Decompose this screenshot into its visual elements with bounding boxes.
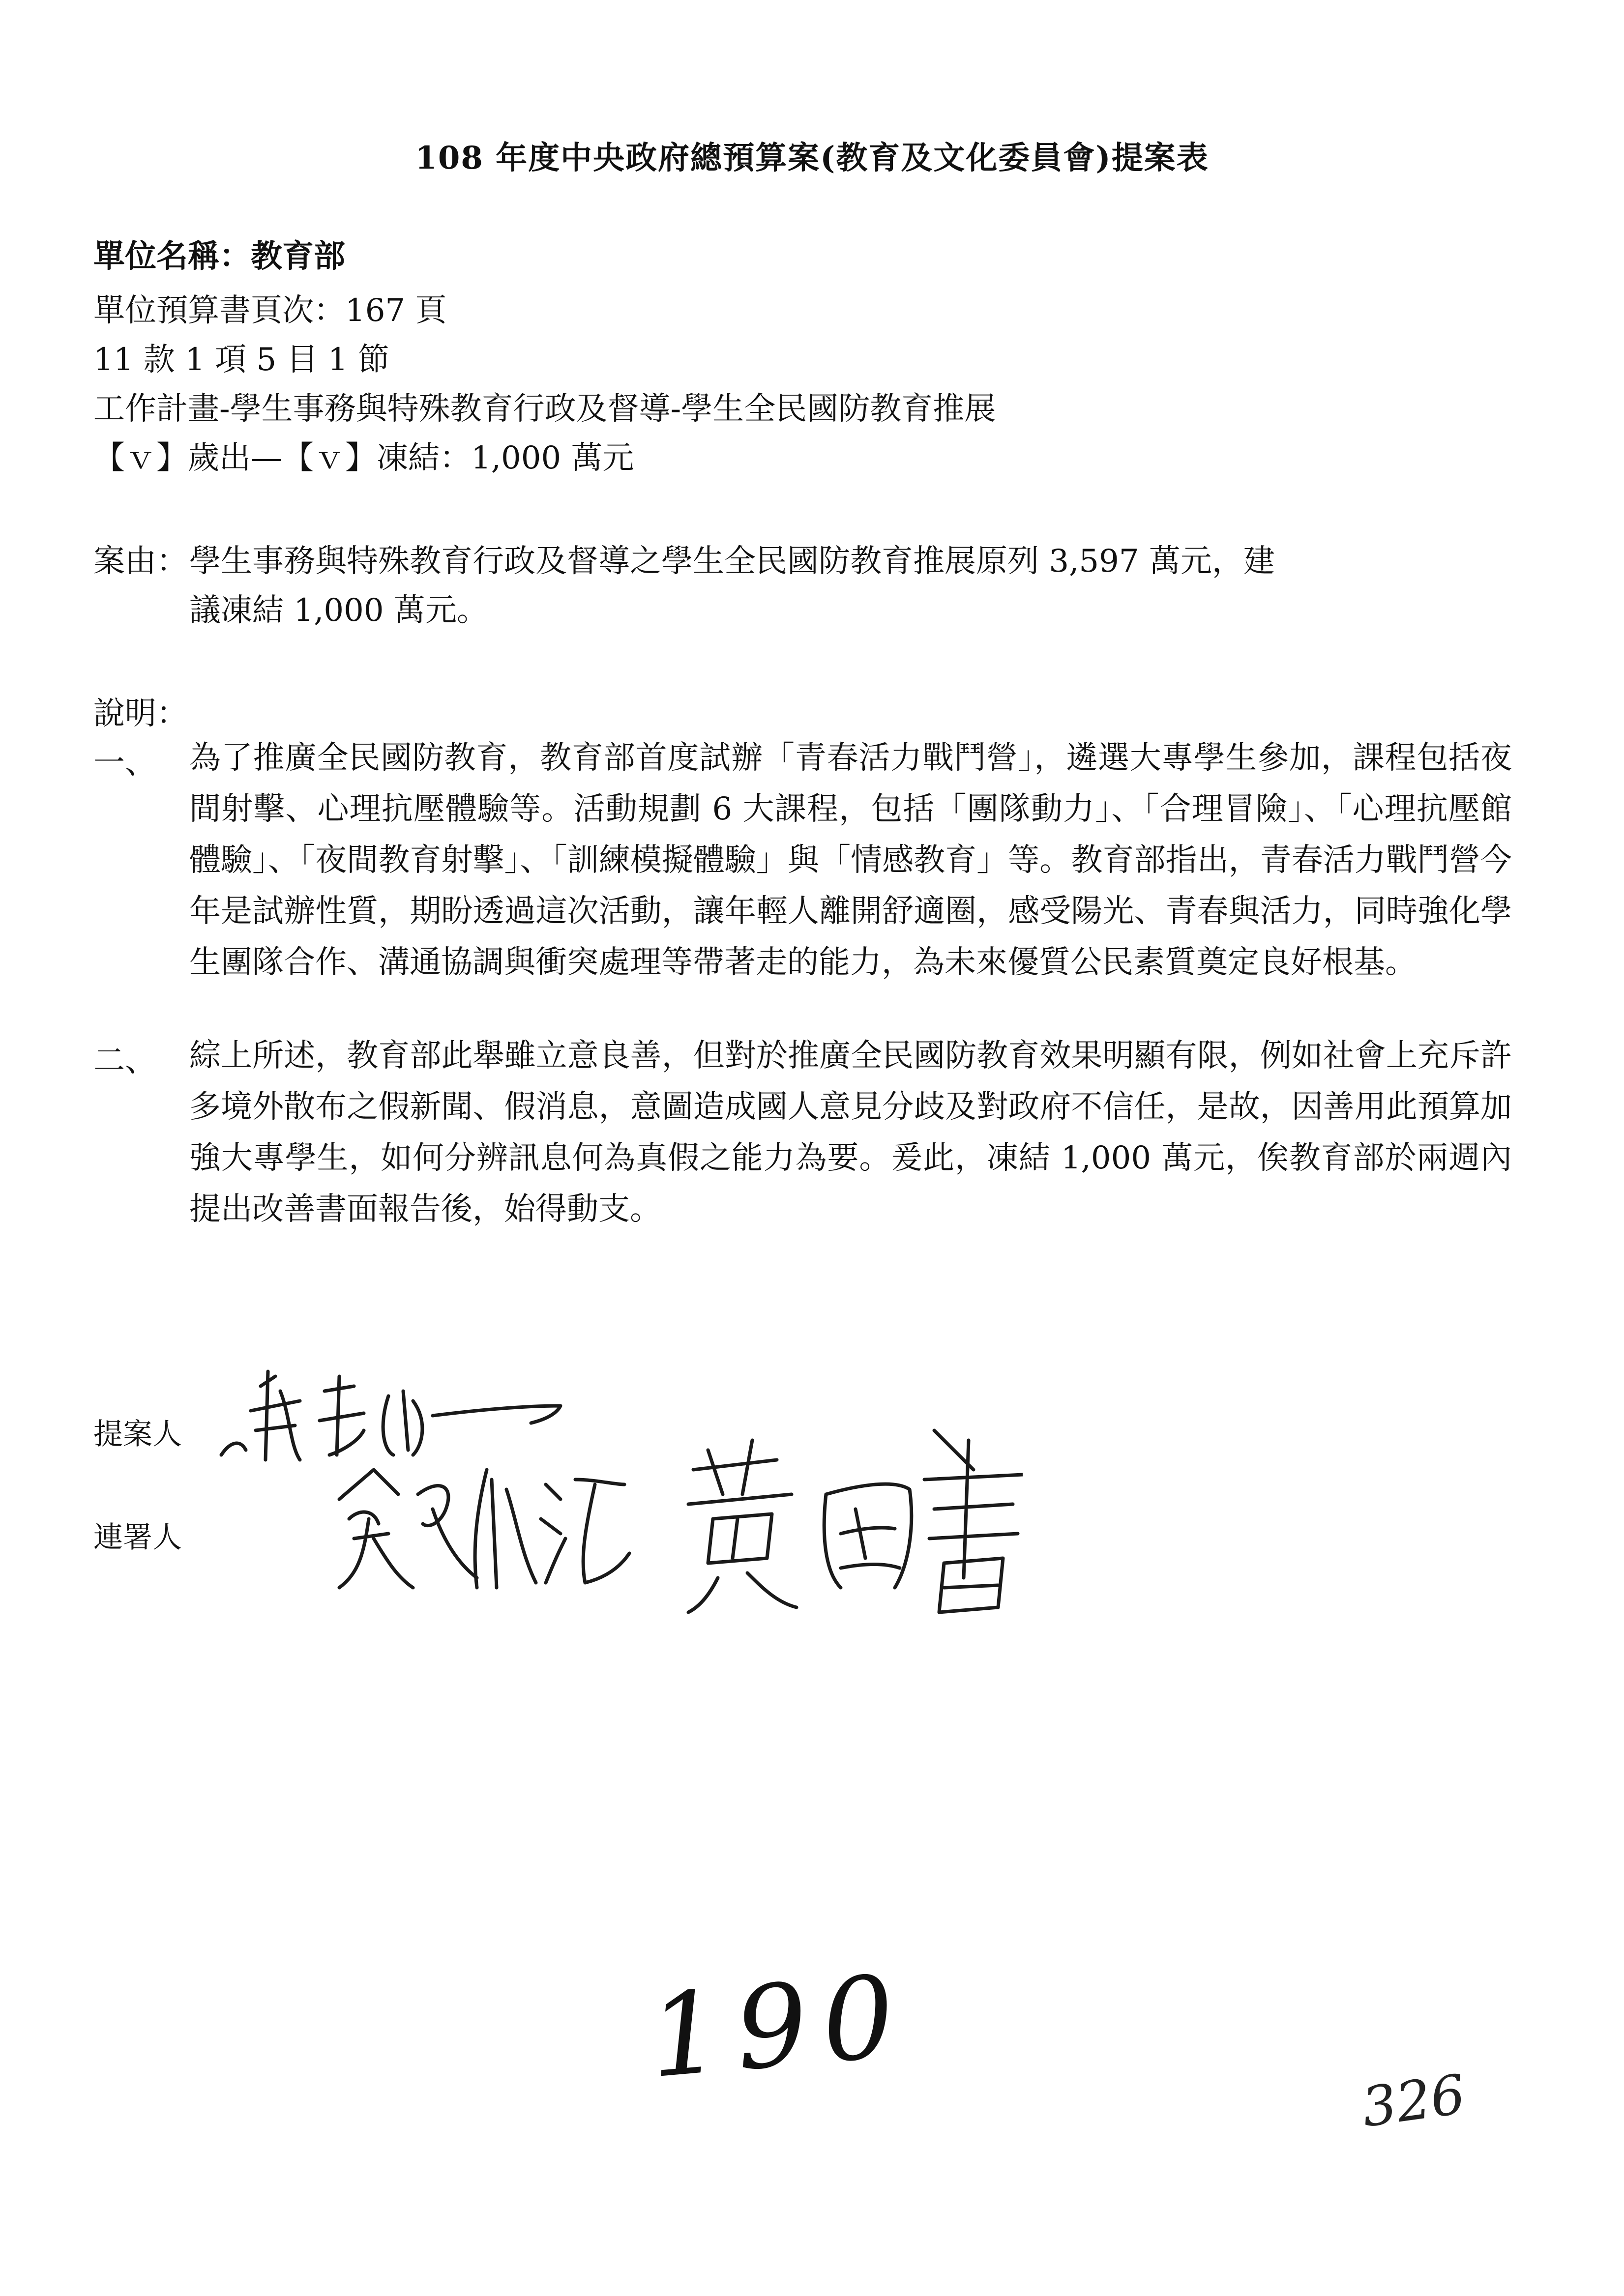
page-number: 190 xyxy=(644,1950,915,2104)
case-label: 案由： xyxy=(93,543,188,580)
budget-page: 單位預算書頁次：167 頁 xyxy=(93,292,447,329)
item-2-number: 二、 xyxy=(93,1043,156,1079)
item-1-text: 為了推廣全民國防教育，教育部首度試辦「青春活力戰鬥營」，遴選大專學生參加，課程包括夜間射擊、心理抗壓體驗等。活動規劃 6 大課程，包括「團隊動力」、「合理冒險」、「心理抗壓館體驗」、「夜間教育射擊」、「訓練模擬體驗」與「情感教育」等。教育部指出，青春活力戰鬥營今年是試辦性質，期盼透過這次活動，讓年輕人離開舒適圈，感受陽光、青春與活力，同時強化學生團隊合作、溝通協調與衝突處理等帶著走的能力，為未來優質公民素質奠定良好根基。 xyxy=(189,740,1512,981)
cosigner-signature-1 xyxy=(329,1440,634,1602)
cosigner-label: 連署人 xyxy=(93,1520,182,1555)
explanation-label: 說明： xyxy=(93,696,188,732)
case-line-2: 議凍結 1,000 萬元。 xyxy=(189,592,488,629)
item-2-text: 綜上所述，教育部此舉雖立意良善，但對於推廣全民國防教育效果明顯有限，例如社會上充斥許多境外散布之假新聞、假消息，意圖造成國人意見分歧及對政府不信任，是故，因善用此預算加強大專學生，如何分辨訊息何為真假之能力為要。爰此，凍結 1,000 萬元，俟教育部於兩週內提出改善書面報告後，始得動支。 xyxy=(189,1038,1512,1227)
case-line-1: 學生事務與特殊教育行政及督導之學生全民國防教育推展原列 3,597 萬元，建 xyxy=(189,543,1275,580)
freeze-line: 【ｖ】歲出—【ｖ】凍結：1,000 萬元 xyxy=(93,440,634,476)
corner-number: 326 xyxy=(1358,2063,1469,2139)
document-title: 108 年度中央政府總預算案(教育及文化委員會)提案表 xyxy=(415,140,1209,176)
unit-name: 單位名稱：教育部 xyxy=(93,238,345,275)
section-code: 11 款 1 項 5 目 1 節 xyxy=(93,342,389,378)
proposer-label: 提案人 xyxy=(93,1417,182,1452)
work-plan: 工作計畫-學生事務與特殊教育行政及督導-學生全民國防教育推展 xyxy=(93,391,996,427)
cosigner-signature-2 xyxy=(679,1411,1023,1617)
item-1-number: 一、 xyxy=(93,745,156,781)
